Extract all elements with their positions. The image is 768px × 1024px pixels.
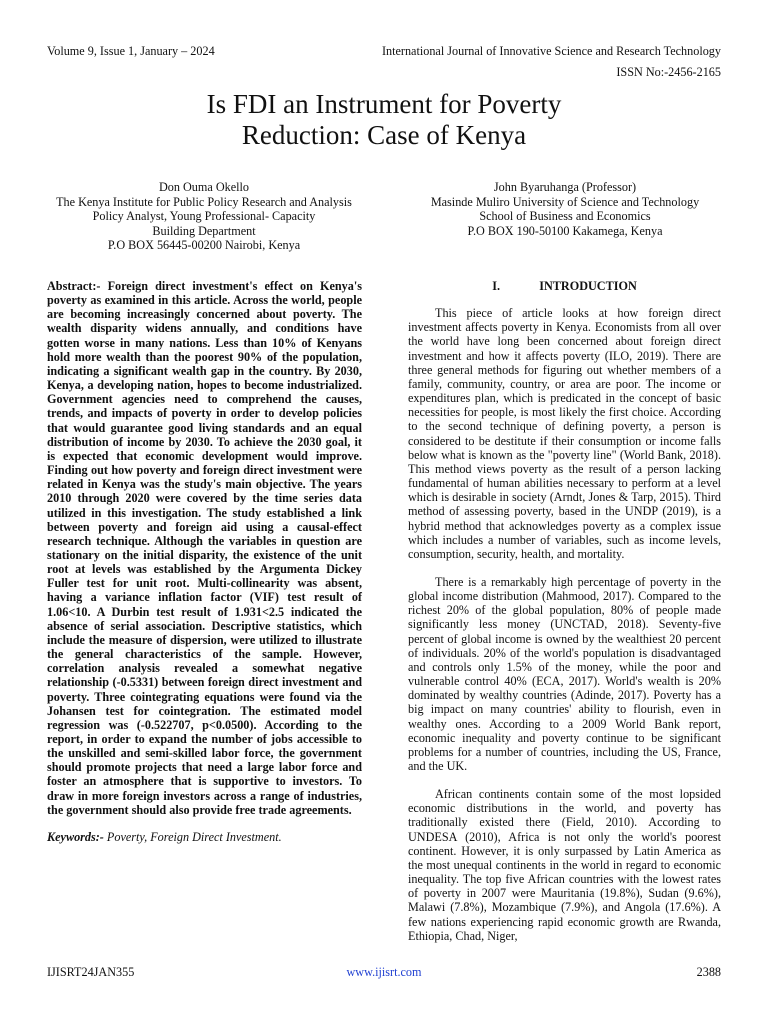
author-address: P.O BOX 190-50100 Kakamega, Kenya	[467, 223, 663, 238]
section-number: I.	[492, 279, 501, 293]
footer-website-wrap	[0, 965, 768, 980]
introduction-column	[408, 279, 721, 957]
keywords-text: Poverty, Foreign Direct Investment.	[106, 829, 282, 844]
author-affiliation-line: Policy Analyst, Young Professional- Capacity	[92, 209, 316, 224]
section-heading	[408, 279, 721, 293]
journal-name: International Journal of Innovative Science and Research Technology	[381, 44, 721, 58]
author-name: Don Ouma Okello	[158, 180, 250, 194]
intro-paragraph-2: There is a remarkably high percentage of poverty in the global income distribution (Mahmood, 2017). Compared to the richest 20% of the global population, 80% of people made significantly less money (UNCTAD, 2018). Seventy-five percent of global income is owned by the wealthiest 20 percent of individuals. 20% of the world's population is disadvantaged and controls only 1.5% of the money, while the poor and vulnerable control 40% (ECA, 2017). World's wealth is 20% dominated by wealthy countries (Adinde, 2017). Poverty has a big impact on many countries' ability to flourish, even in wealthy ones. According to a 2009 World Bank report, economic inequality and poverty continue to be significant problems for a number of countries, including the US, France, and the UK.	[408, 574, 721, 773]
title-line-2: Reduction: Case of Kenya	[241, 120, 527, 150]
author-affiliation-line: The Kenya Institute for Public Policy Research and Analysis	[56, 194, 352, 209]
author-name: John Byaruhanga (Professor)	[493, 180, 637, 194]
paper-id: IJISRT24JAN355	[47, 965, 135, 979]
paper-title	[0, 89, 768, 151]
author-block-2	[392, 180, 738, 238]
intro-paragraph-3: African continents contain some of the most lopsided economic distributions in the world, and poverty has traditionally existed there (Field, 2010). According to UNDESA (2010), Africa is not only the world's poorest continent. However, it is only surpassed by Latin America as the most unequal continents in the world in regard to economic inequality. The top five African countries with the lowest rates of poverty in 2007 were Mauritania (19.8%), Sudan (9.6%), Malawi (7.8%), Mozambique (7.9%), and Angola (17.6%). A few nations experiencing rapid economic growth are Rwanda, Ethiopia, Chad, Niger,	[408, 787, 721, 943]
abstract-text: Abstract:- Foreign direct investment's effect on Kenya's poverty as examined in this article. Across the world, people are becoming increasingly concerned about poverty. The wealth disparity widens annually, and conditions have gotten worse in many nations. Less than 10% of Kenyans hold more wealth than the poorest 90% of the population, indicating a significant wealth gap in the country. By 2030, Kenya, a developing nation, hopes to become industrialized. Government agencies need to comprehend the causes, trends, and impacts of poverty in order to develop policies that would guarantee good living standards and an equal distribution of income by 2030. To achieve the 2030 goal, it is expected that economic development would improve. Finding out how poverty and foreign direct investment were related in Kenya was the study's main objective. The years 2010 through 2020 were covered by the time series data utilized in this investigation. The study established a link between poverty and foreign aid using a causal-effect research technique. Although the variables in question are stationary on the initial disparity, the existence of the unit root at levels was established by the Argumenta Dickey Fuller test for unit root. Multi-collinearity was absent, having a variance inflation factor (VIF) test result of 1.06<10. A Durbin test result of 1.931<2.5 indicated the absence of serial association. Descriptive statistics, which include the measure of dispersion, were utilized to illustrate the general characteristics of the sample. However, correlation analysis revealed a somewhat negative relationship (-0.5331) between foreign direct investment and poverty. Three cointegrating equations were found via the Johansen test for cointegration. The estimated model regression was (-0.522707, p<0.0500). According to the report, in order to expand the number of jobs accessible to the unskilled and semi-skilled labor force, the government should promote projects that need a large labor force and foster an atmosphere that is supportive to investors. To draw in more foreign investors across a range of industries, the government should also provide free trade agreements.	[47, 279, 362, 817]
author-block-1	[30, 180, 378, 253]
page-number: 2388	[696, 965, 721, 979]
journal-issn: ISSN No:-2456-2165	[616, 65, 721, 79]
website-link[interactable]: www.ijisrt.com	[346, 965, 422, 979]
author-affiliation-line: Building Department	[152, 223, 256, 238]
keywords-line	[47, 830, 362, 844]
author-address: P.O BOX 56445-00200 Nairobi, Kenya	[107, 238, 301, 253]
abstract-column	[47, 279, 362, 844]
author-affiliation-line: Masinde Muliro University of Science and Technology	[430, 194, 700, 209]
journal-volume-info: Volume 9, Issue 1, January – 2024	[47, 44, 215, 58]
title-line-1: Is FDI an Instrument for Poverty	[206, 89, 562, 119]
author-affiliation-line: School of Business and Economics	[479, 209, 651, 224]
intro-paragraph-1: This piece of article looks at how foreign direct investment affects poverty in Kenya. Economists from all over the world have long been concerned about foreign direct investment and how it affects poverty (ILO, 2019). There are three general methods for figuring out whether members of a family, community, country, or area are poor. The income or expenditures plan, which is predicated in the concept of basic necessities for people, is most likely the first choice. According to the second technique of defining poverty, a person is considered to be destitute if their consumption or income falls below what is known as the "poverty line" (World Bank, 2018). This method views poverty as the result of a person lacking fundamental of human abilities necessary to perform at a level which is desirable in society (Arndt, Jones & Tarp, 2015). Third method of assessing poverty, based in the UNDP (2019), is a hybrid method that acknowledges poverty as a complex issue which includes a number of variables, such as income levels, consumption, security, health, and mortality.	[408, 306, 721, 561]
keywords-label: Keywords:-	[47, 829, 104, 844]
section-title: INTRODUCTION	[539, 279, 637, 293]
